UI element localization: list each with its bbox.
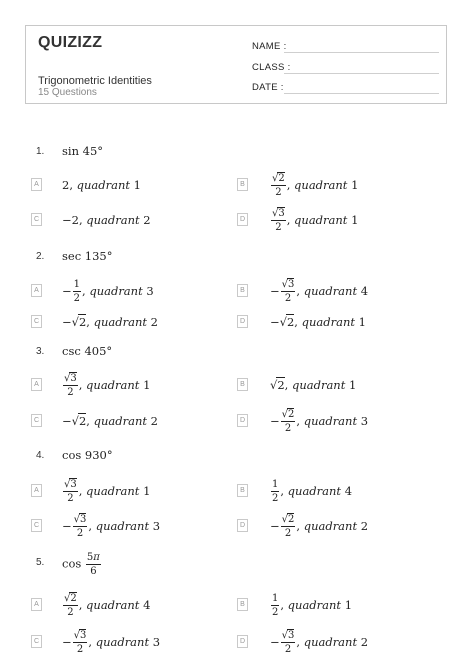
question-count: 15 Questions	[38, 87, 97, 98]
option-letter-box[interactable]: B	[237, 284, 248, 297]
quizizz-logo: QUIZIZZ	[38, 34, 103, 51]
class-line	[284, 73, 439, 74]
option-letter-box[interactable]: C	[31, 414, 42, 427]
option-answer[interactable]: − √2 , quadrant 2	[62, 414, 158, 428]
option-answer[interactable]: $\frac{√3}{2}$ , quadrant 1	[64, 372, 151, 398]
question-number: 4.	[36, 450, 45, 461]
option-answer[interactable]: $\frac{√2}{2}$ , quadrant 1	[272, 172, 359, 198]
option-letter-box[interactable]: B	[237, 378, 248, 391]
option-answer[interactable]: − $\frac{√3}{2}$ , quadrant 3	[62, 629, 161, 655]
question-prompt: cos $\frac{5\pi}{6}$	[62, 552, 100, 577]
option-answer[interactable]: −2, quadrant 2	[62, 213, 151, 227]
option-answer[interactable]: $\frac{√2}{2}$ , quadrant 4	[64, 592, 151, 618]
option-letter-box[interactable]: D	[237, 519, 248, 532]
option-answer[interactable]: √2 , quadrant 1	[270, 378, 357, 392]
option-answer[interactable]: − $\frac{1}{2}$ , quadrant 3	[62, 278, 154, 304]
question-prompt: sin 45°	[62, 144, 104, 158]
option-letter-box[interactable]: D	[237, 213, 248, 226]
option-letter-box[interactable]: D	[237, 315, 248, 328]
question-prompt: cos 930°	[62, 448, 113, 462]
question-prompt: csc 405°	[62, 344, 113, 358]
option-letter-box[interactable]: C	[31, 213, 42, 226]
worksheet-title: Trigonometric Identities	[38, 75, 152, 87]
option-answer[interactable]: 2, quadrant 1	[62, 178, 141, 192]
date-line	[284, 93, 439, 94]
question-number: 2.	[36, 251, 45, 262]
question-prompt: sec 135°	[62, 249, 113, 263]
option-letter-box[interactable]: A	[31, 484, 42, 497]
option-answer[interactable]: − $\frac{√2}{2}$ , quadrant 3	[270, 408, 369, 434]
option-letter-box[interactable]: A	[31, 598, 42, 611]
option-letter-box[interactable]: A	[31, 178, 42, 191]
date-label: DATE :	[252, 82, 284, 93]
option-letter-box[interactable]: B	[237, 178, 248, 191]
class-label: CLASS :	[252, 62, 291, 73]
option-answer[interactable]: − √2 , quadrant 1	[270, 315, 366, 329]
option-answer[interactable]: − $\frac{√3}{2}$ , quadrant 2	[270, 629, 369, 655]
option-answer[interactable]: $\frac{1}{2}$ , quadrant 4	[272, 478, 353, 504]
option-answer[interactable]: $\frac{1}{2}$ , quadrant 1	[272, 592, 353, 618]
option-letter-box[interactable]: D	[237, 635, 248, 648]
name-line	[284, 52, 439, 53]
question-number: 5.	[36, 557, 45, 568]
option-letter-box[interactable]: D	[237, 414, 248, 427]
name-label: NAME :	[252, 41, 287, 52]
option-letter-box[interactable]: C	[31, 635, 42, 648]
option-answer[interactable]: − $\frac{√2}{2}$ , quadrant 2	[270, 513, 369, 539]
option-letter-box[interactable]: B	[237, 484, 248, 497]
option-letter-box[interactable]: C	[31, 519, 42, 532]
question-number: 3.	[36, 346, 45, 357]
question-number: 1.	[36, 146, 45, 157]
option-answer[interactable]: − √2 , quadrant 2	[62, 315, 158, 329]
option-answer[interactable]: $\frac{√3}{2}$ , quadrant 1	[64, 478, 151, 504]
option-answer[interactable]: $\frac{√3}{2}$ , quadrant 1	[272, 207, 359, 233]
option-answer[interactable]: − $\frac{√3}{2}$ , quadrant 3	[62, 513, 161, 539]
option-letter-box[interactable]: A	[31, 378, 42, 391]
option-letter-box[interactable]: B	[237, 598, 248, 611]
option-letter-box[interactable]: A	[31, 284, 42, 297]
option-letter-box[interactable]: C	[31, 315, 42, 328]
worksheet-header	[25, 25, 447, 104]
option-answer[interactable]: − $\frac{√3}{2}$ , quadrant 4	[270, 278, 369, 304]
